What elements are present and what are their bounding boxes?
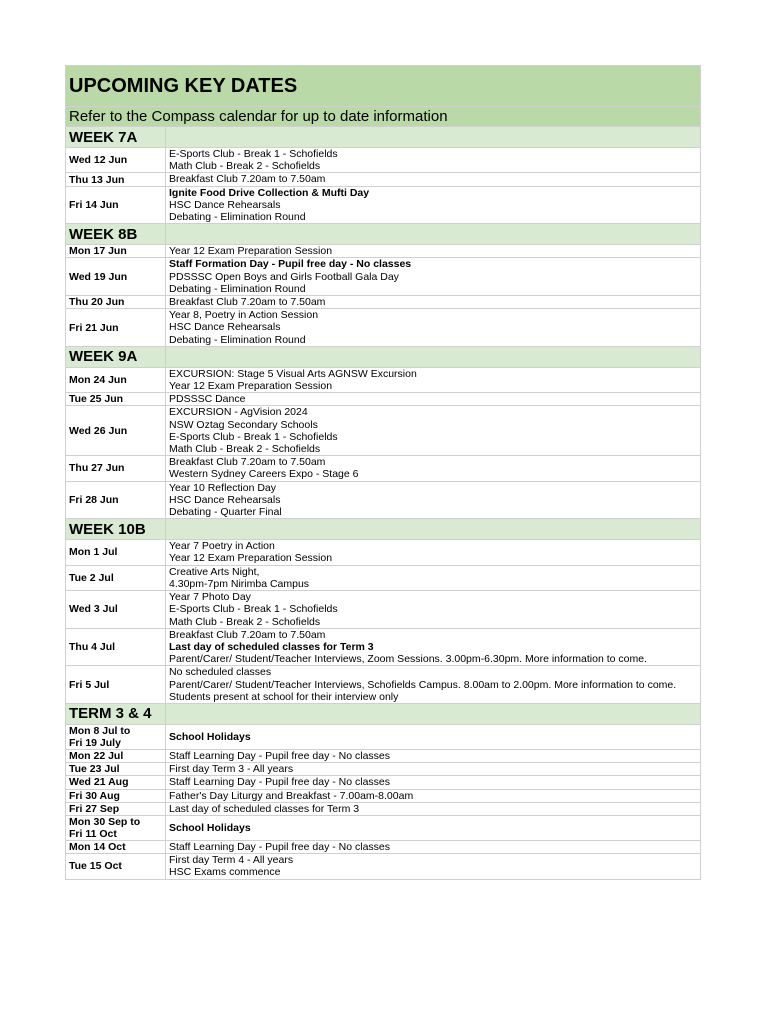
events-cell <box>166 173 701 186</box>
date-cell <box>66 148 166 173</box>
table-row <box>66 789 701 802</box>
table-row <box>66 393 701 406</box>
event-text: No scheduled classes <box>169 666 272 679</box>
events-cell <box>166 789 701 802</box>
event-text: NSW Oztag Secondary Schools <box>169 418 318 431</box>
section-heading-filler <box>166 346 701 367</box>
event-text: Math Club - Break 2 - Schofields <box>169 443 321 456</box>
event-text: 4.30pm-7pm Nirimba Campus <box>169 577 310 590</box>
table-row <box>66 258 701 296</box>
date-text: Mon 8 Jul to <box>69 724 131 737</box>
date-cell <box>66 591 166 629</box>
date-cell <box>66 309 166 347</box>
date-cell <box>66 540 166 565</box>
event-text: Father's Day Liturgy and Breakfast - 7.00am-8.00am <box>169 789 414 802</box>
date-cell <box>66 666 166 704</box>
event-text: Debating - Elimination Round <box>169 282 306 295</box>
table-row <box>66 406 701 456</box>
section-heading-filler <box>166 224 701 245</box>
date-text: Mon 17 Jun <box>69 245 127 258</box>
event-text: Breakfast Club 7.20am to 7.50am <box>169 456 326 469</box>
date-text: Tue 25 Jun <box>69 393 124 406</box>
date-text: Thu 13 Jun <box>69 173 125 186</box>
event-text: Parent/Carer/ Student/Teacher Interviews, Zoom Sessions. 3.00pm-6.30pm. More information to come. <box>169 653 647 666</box>
event-text: E-Sports Club - Break 1 - Schofields <box>169 148 338 160</box>
date-text: Fri 11 Oct <box>69 827 117 840</box>
date-cell <box>66 854 166 879</box>
event-text: Year 8, Poetry in Action Session <box>169 309 319 322</box>
events-cell <box>166 749 701 762</box>
date-cell <box>66 258 166 296</box>
event-text: Parent/Carer/ Student/Teacher Interviews, Schofields Campus. 8.00am to 2.00pm. More information to come. <box>169 678 677 691</box>
event-text: HSC Dance Rehearsals <box>169 198 281 211</box>
section-heading-filler <box>166 703 701 724</box>
date-text: Tue 23 Jul <box>69 763 120 776</box>
date-text: Mon 24 Jun <box>69 374 127 387</box>
table-row <box>66 854 701 879</box>
table-row <box>66 815 701 840</box>
events-cell <box>166 565 701 590</box>
event-text: Breakfast Club 7.20am to 7.50am <box>169 173 326 186</box>
date-cell <box>66 763 166 776</box>
events-cell <box>166 591 701 629</box>
date-text: Wed 19 Jun <box>69 270 128 283</box>
section-heading: WEEK 10B <box>66 519 166 540</box>
subtitle-row <box>66 107 701 127</box>
date-text: Mon 14 Oct <box>69 841 126 854</box>
event-text: Staff Learning Day - Pupil free day - No classes <box>169 840 390 853</box>
event-text: School Holidays <box>169 821 251 834</box>
date-text: Wed 21 Aug <box>69 776 129 789</box>
date-text: Mon 22 Jul <box>69 750 124 763</box>
event-text: EXCURSION - AgVision 2024 <box>169 406 308 419</box>
event-text: Math Club - Break 2 - Schofields <box>169 615 321 628</box>
events-cell <box>166 802 701 815</box>
table-row <box>66 173 701 186</box>
event-text: HSC Dance Rehearsals <box>169 493 281 506</box>
date-text: Wed 3 Jul <box>69 603 118 616</box>
table-row <box>66 456 701 481</box>
event-text: EXCURSION: Stage 5 Visual Arts AGNSW Excursion <box>169 367 417 380</box>
page-subtitle: Refer to the Compass calendar for up to date information <box>66 107 701 127</box>
event-text: Western Sydney Careers Expo - Stage 6 <box>169 468 359 481</box>
section-header-row <box>66 519 701 540</box>
table-row <box>66 724 701 749</box>
section-heading: WEEK 9A <box>66 346 166 367</box>
table-row <box>66 763 701 776</box>
date-cell <box>66 393 166 406</box>
table-row <box>66 309 701 347</box>
table-row <box>66 296 701 309</box>
date-cell <box>66 749 166 762</box>
section-header-row <box>66 127 701 148</box>
page-title: UPCOMING KEY DATES <box>66 66 701 107</box>
date-text: Fri 30 Aug <box>69 789 120 802</box>
table-row <box>66 628 701 666</box>
events-cell <box>166 840 701 853</box>
event-text: Creative Arts Night, <box>169 565 260 578</box>
table-row <box>66 666 701 704</box>
events-cell <box>166 309 701 347</box>
events-cell <box>166 406 701 456</box>
date-cell <box>66 565 166 590</box>
section-heading: WEEK 8B <box>66 224 166 245</box>
table-row <box>66 840 701 853</box>
event-text: Breakfast Club 7.20am to 7.50am <box>169 628 326 641</box>
event-text: Year 12 Exam Preparation Session <box>169 245 333 258</box>
event-text: School Holidays <box>169 730 251 743</box>
event-text: HSC Dance Rehearsals <box>169 321 281 334</box>
table-row <box>66 186 701 224</box>
date-cell <box>66 481 166 519</box>
event-text: Debating - Elimination Round <box>169 333 306 346</box>
event-text: PDSSSC Dance <box>169 393 246 406</box>
table-row <box>66 245 701 258</box>
event-text: Math Club - Break 2 - Schofields <box>169 160 321 173</box>
event-text: Debating - Elimination Round <box>169 211 306 224</box>
date-cell <box>66 186 166 224</box>
date-text: Wed 26 Jun <box>69 424 128 437</box>
date-cell <box>66 296 166 309</box>
section-heading-filler <box>166 127 701 148</box>
date-text: Mon 30 Sep to <box>69 815 141 828</box>
date-text: Fri 19 July <box>69 736 121 749</box>
table-row <box>66 540 701 565</box>
events-cell <box>166 456 701 481</box>
table-row <box>66 776 701 789</box>
date-cell <box>66 724 166 749</box>
events-cell <box>166 724 701 749</box>
date-cell <box>66 245 166 258</box>
events-cell <box>166 763 701 776</box>
events-cell <box>166 258 701 296</box>
events-cell <box>166 666 701 704</box>
event-text: Staff Formation Day - Pupil free day - No classes <box>169 258 412 271</box>
event-text: Staff Learning Day - Pupil free day - No classes <box>169 776 390 789</box>
event-text: PDSSSC Open Boys and Girls Football Gala Day <box>169 270 399 283</box>
date-text: Thu 20 Jun <box>69 296 125 309</box>
date-text: Fri 21 Jun <box>69 321 119 334</box>
event-text: Students present at school for their interview only <box>169 690 399 703</box>
event-text: Breakfast Club 7.20am to 7.50am <box>169 296 326 309</box>
events-cell <box>166 481 701 519</box>
events-cell <box>166 776 701 789</box>
event-text: Debating - Quarter Final <box>169 506 282 519</box>
table-row <box>66 591 701 629</box>
event-text: Year 7 Poetry in Action <box>169 540 275 553</box>
date-cell <box>66 776 166 789</box>
date-cell <box>66 367 166 392</box>
event-text: Year 12 Exam Preparation Session <box>169 552 333 565</box>
date-text: Fri 14 Jun <box>69 198 119 211</box>
table-row <box>66 148 701 173</box>
section-heading: TERM 3 & 4 <box>66 703 166 724</box>
section-heading: WEEK 7A <box>66 127 166 148</box>
section-header-row <box>66 346 701 367</box>
event-text: Last day of scheduled classes for Term 3 <box>169 802 360 815</box>
date-cell <box>66 815 166 840</box>
events-cell <box>166 393 701 406</box>
date-cell <box>66 802 166 815</box>
event-text: First day Term 4 - All years <box>169 854 294 867</box>
event-text: E-Sports Club - Break 1 - Schofields <box>169 603 338 616</box>
events-cell <box>166 815 701 840</box>
table-row <box>66 481 701 519</box>
events-cell <box>166 186 701 224</box>
events-cell <box>166 854 701 879</box>
table-row <box>66 565 701 590</box>
table-row <box>66 749 701 762</box>
date-text: Tue 15 Oct <box>69 860 122 873</box>
section-header-row <box>66 224 701 245</box>
section-heading-filler <box>166 519 701 540</box>
event-text: Year 12 Exam Preparation Session <box>169 380 333 393</box>
date-cell <box>66 789 166 802</box>
event-text: First day Term 3 - All years <box>169 763 294 776</box>
events-cell <box>166 367 701 392</box>
date-cell <box>66 628 166 666</box>
events-cell <box>166 148 701 173</box>
events-cell <box>166 296 701 309</box>
date-text: Wed 12 Jun <box>69 154 128 167</box>
date-text: Mon 1 Jul <box>69 546 118 559</box>
event-text: Staff Learning Day - Pupil free day - No classes <box>169 749 390 762</box>
date-text: Fri 27 Sep <box>69 802 120 815</box>
table-row <box>66 367 701 392</box>
event-text: Year 10 Reflection Day <box>169 481 277 494</box>
date-text: Fri 5 Jul <box>69 678 110 691</box>
event-text: E-Sports Club - Break 1 - Schofields <box>169 430 338 443</box>
date-text: Tue 2 Jul <box>69 571 114 584</box>
event-text: HSC Exams commence <box>169 866 281 879</box>
table-row <box>66 802 701 815</box>
events-cell <box>166 245 701 258</box>
event-text: Last day of scheduled classes for Term 3 <box>169 640 374 653</box>
event-text: Ignite Food Drive Collection & Mufti Day <box>169 186 370 199</box>
date-text: Thu 4 Jul <box>69 641 116 653</box>
section-header-row <box>66 703 701 724</box>
date-cell <box>66 173 166 186</box>
date-cell <box>66 840 166 853</box>
events-cell <box>166 540 701 565</box>
date-text: Thu 27 Jun <box>69 462 125 475</box>
key-dates-table <box>65 65 701 880</box>
events-cell <box>166 628 701 666</box>
event-text: Year 7 Photo Day <box>169 591 251 604</box>
date-text: Fri 28 Jun <box>69 493 119 506</box>
title-row <box>66 66 701 107</box>
date-cell <box>66 456 166 481</box>
date-cell <box>66 406 166 456</box>
